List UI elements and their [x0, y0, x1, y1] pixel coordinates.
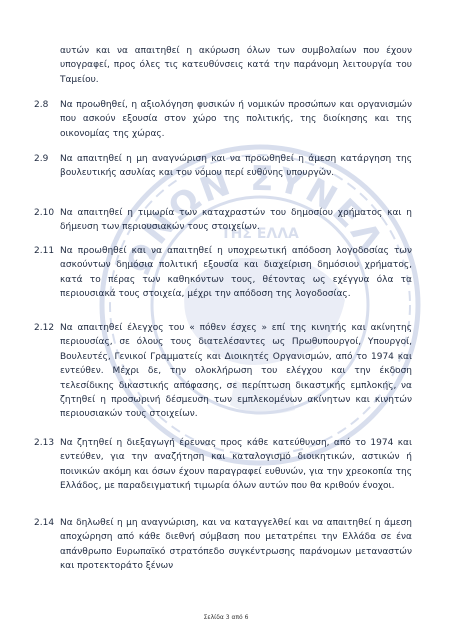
item-number: 2.14	[34, 518, 55, 528]
item-text: Να απαιτηθεί η τιμωρία των καταχραστών του δημοσίου χρήματος και η δήμευση των περιουσιακών τους στοιχείων.	[60, 208, 412, 233]
item-text: Να προωθηθεί, η αξιολόγηση φυσικών ή νομικών προσώπων και οργανισμών που ασκούν εξουσία στον χώρο της πολιτικής, της διοίκησης και της οικονομίας της χώρας.	[60, 100, 412, 139]
list-item-2-10	[34, 206, 412, 235]
intro-paragraph: αυτών και να απαιτηθεί η ακύρωση όλων των συμβολαίων που έχουν υπογραφεί, προς όλες τις κατευθύνσεις κατά την παράνομη λειτουργία του Ταμείου.	[60, 46, 412, 85]
item-number: 2.12	[34, 323, 55, 333]
item-number: 2.10	[34, 208, 55, 218]
list-item-2-12	[34, 321, 412, 422]
list-item-2-11	[34, 244, 412, 302]
item-text: Να απαιτηθεί έλεγχος του « πόθεν έσχες » επί της κινητής και ακίνητης περιουσίας, σε όλους τους διατελέσαντες ως Πρωθυπουργοί, Υπουργοί, Βουλευτές, Γενικοί Γραμματείς και Διοικητές Οργανισμών, από το 1974 και εντεύθεν. Μέχρι δε, την ολοκλήρωση του ελέγχου και την έκδοση τελεσίδικης δικαστικής απόφασης, σε περίπτωση δικαστικής εμπλοκής, να ζητηθεί η προσωρινή δέσμευση των εμπλεκομένων ακίνητων και κινητών περιουσιακών τους στοιχείων.	[60, 323, 412, 420]
item-text: Να προωθηθεί και να απαιτηθεί η υποχρεωτική απόδοση λογοδοσίας των ασκούντων δημόσια πολιτική εξουσία και διαχείριση δημόσιου χρήματος, κατά το πέρας των καθηκόντων τους, θέτοντας ως εχέγγυα όλα τα περιουσιακά τους στοιχεία, μέχρι την απόδοση της λογοδοσίας.	[60, 246, 412, 300]
list-item-2-9	[34, 152, 412, 181]
item-text: Να απαιτηθεί η μη αναγνώριση και να προωθηθεί η άμεση κατάργηση της βουλευτικής ασυλίας και του νόμου περί ευθύνης υπουργών.	[60, 154, 412, 179]
item-number: 2.13	[34, 438, 55, 448]
seal-inner-text: ΤΗΣ ΕΛΛΑ	[221, 226, 299, 242]
page-footer: Σελίδα 3 από 6	[203, 614, 249, 621]
list-item-2-14	[34, 516, 412, 574]
seal-arc-text: ΩΝΩΝ ΣΥΝΕΛ	[118, 158, 392, 280]
item-number: 2.11	[34, 246, 55, 256]
item-number: 2.8	[34, 100, 49, 110]
list-item-2-8	[34, 98, 412, 141]
item-text: Να δηλωθεί η μη αναγνώριση, και να καταγγελθεί και να απαιτηθεί η άμεση αποχώρηση από κάθε διεθνή σύμβαση που μετατρέπει την Ελλάδα σε ένα απάνθρωπο Ευρωπαϊκό στρατόπεδο συγκέντρωσης παράνομων μεταναστών και προτεκτοράτο ξένων	[60, 518, 412, 572]
item-number: 2.9	[34, 154, 49, 164]
list-item-2-13	[34, 436, 412, 494]
item-text: Να ζητηθεί η διεξαγωγή έρευνας προς κάθε κατεύθυνση, από το 1974 και εντεύθεν, για την αναζήτηση και καταλογισμό διοικητικών, αστικών ή ποινικών ακόμη και όσων έχουν παραγραφεί ευθυνών, για την χρεοκοπία της Ελλάδος, με παραδειγματική τιμωρία όλων αυτών που θα κριθούν ένοχοι.	[60, 438, 412, 492]
